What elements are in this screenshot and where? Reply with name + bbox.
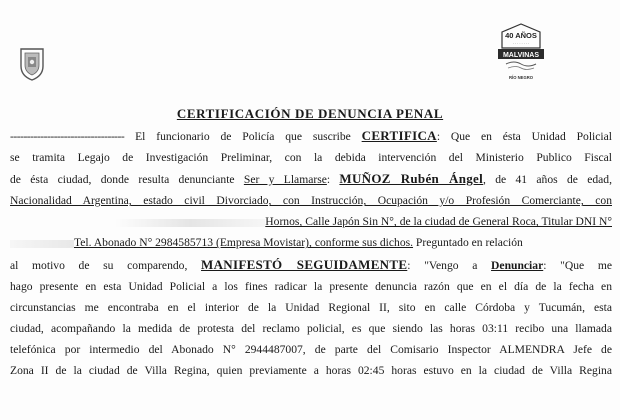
body-line-6: Tel. Abonado N° 2984585713 (Empresa Movistar), conforme sus dichos. Preguntado en relación: [10, 232, 612, 253]
body-line-3: de ésta ciudad, donde resulta denunciante Ser y Llamarse: MUÑOZ Rubén Ángel, de 41 años de edad,: [10, 171, 612, 187]
logo-text-middle: MALVINAS: [502, 52, 540, 59]
body-line-9: circunstancias me encontraba en el interior de la Unidad Regional II, sito en calle Córdoba y Tucumán, esta: [10, 300, 612, 314]
svg-text:· · · · · · · ·: · · · · · · · ·: [512, 42, 530, 46]
redacted-address: [115, 219, 265, 227]
police-seal-icon: [17, 46, 47, 82]
denunciante-name: MUÑOZ Rubén Ángel: [339, 171, 484, 187]
body-line-8: hago presente en esta Unidad Policial a los fines radicar la presente denuncia razón que en el día de la fecha en: [10, 279, 612, 293]
body-line-11: telefónica por intermedio del Abonado N° 2944487007, de parte del Comisario Inspector ALMENDRA Jefe de: [10, 342, 612, 356]
body-line-12: Zona II de la ciudad de Villa Regina, quien previamente a horas 02:45 horas estuvo en la ciudad de Villa Regina: [10, 364, 612, 378]
certifica-keyword: CERTIFICA: [361, 128, 437, 143]
ser-y-llamarse: Ser y Llamarse: [243, 173, 327, 187]
body-line-10: ciudad, acompañando la medida de protesta del reclamo policial, es que siendo las horas 03:11 recibo una llamada: [10, 321, 612, 335]
document-title: CERTIFICACIÓN DE DENUNCIA PENAL: [176, 106, 444, 121]
document-body: [10, 125, 612, 381]
dash-leader: ----------------------------------: [10, 130, 125, 143]
body-line-7: al motivo de su comparendo, MANIFESTÓ SEGUIDAMENTE: "Vengo a Denunciar: "Que me: [10, 256, 612, 272]
logo-text-bottom: RÍO NEGRO: [509, 75, 533, 80]
body-line-5: Hornos, Calle Japón Sin N°, de la ciudad de General Roca, Titular DNI N°: [10, 211, 612, 232]
denunciar-keyword: Denunciar: [491, 258, 544, 272]
logo-text-top: 40 AÑOS: [505, 31, 537, 40]
body-line-1: ---------------------------------- El funcionario de Policía que suscribe CERTIFICA: Que en ésta Unidad Policial: [10, 128, 612, 143]
40-anos-malvinas-logo: [488, 22, 554, 86]
body-line-2: se tramita Legajo de Investigación Preliminar, con la debida intervención del Ministerio Publico Fiscal: [10, 151, 612, 165]
manifesto-keyword: MANIFESTÓ SEGUIDAMENTE: [201, 256, 408, 272]
redacted-dni: [10, 240, 74, 248]
body-line-4: Nacionalidad Argentina, estado civil Divorciado, con Instrucción, Ocupación y/o Profesión Comerciante, con: [10, 194, 612, 208]
